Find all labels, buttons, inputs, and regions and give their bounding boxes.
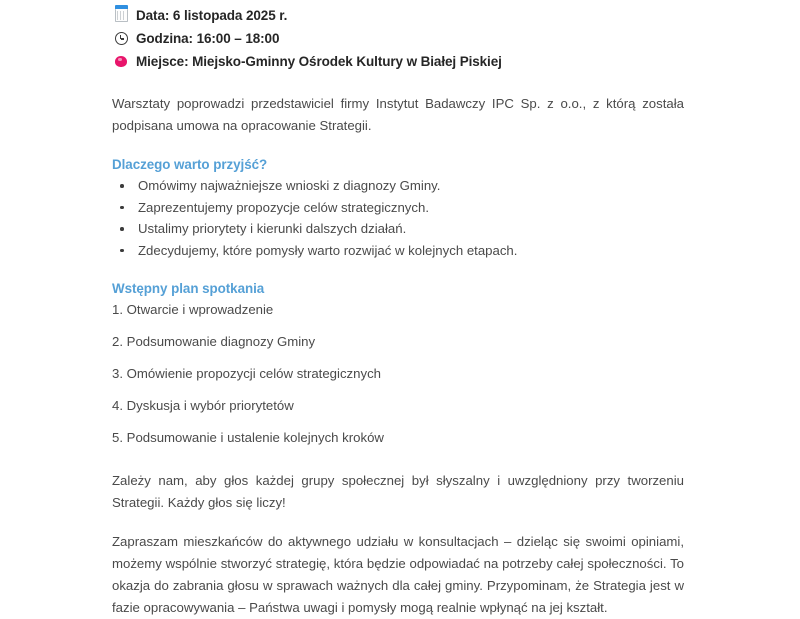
meta-place-text: Miejsce: Miejsko-Gminny Ośrodek Kultury w Białej Piskiej bbox=[136, 54, 502, 69]
spacer bbox=[112, 73, 684, 93]
calendar-icon bbox=[111, 6, 131, 26]
spacer bbox=[112, 514, 684, 531]
meta-row-time bbox=[112, 27, 684, 50]
list-item: 2. Podsumowanie diagnozy Gminy bbox=[112, 334, 316, 349]
spacer bbox=[112, 261, 684, 278]
document-body bbox=[112, 0, 684, 619]
clock-icon bbox=[111, 29, 131, 49]
meta-row-date bbox=[112, 4, 684, 27]
meta-date-text: Data: 6 listopada 2025 r. bbox=[136, 8, 288, 23]
closing-paragraph-1: Zależy nam, aby głos każdej grupy społecznej był słyszalny i uwzględniony przy tworzeniu Strategii. Każdy głos się liczy! bbox=[112, 473, 684, 510]
list-item: Omówimy najważniejsze wnioski z diagnozy Gminy. bbox=[112, 175, 684, 197]
spacer bbox=[112, 459, 684, 470]
list-item: 4. Dyskusja i wybór priorytetów bbox=[112, 398, 294, 413]
section-heading-why: Dlaczego warto przyjść? bbox=[112, 157, 268, 172]
list-item: 3. Omówienie propozycji celów strategicznych bbox=[112, 366, 381, 381]
list-item: 1. Otwarcie i wprowadzenie bbox=[112, 302, 274, 317]
why-bullet-list bbox=[112, 175, 684, 261]
spacer bbox=[112, 137, 684, 154]
list-item: Ustalimy priorytety i kierunki dalszych działań. bbox=[112, 218, 684, 240]
closing-paragraph-2: Zapraszam mieszkańców do aktywnego udziału w konsultacjach – dzieląc się swoimi opiniami, możemy wspólnie stworzyć strategię, która będzie odpowiadać na potrzeby całej społeczności. To okazja do zabrania głosu w sprawach ważnych dla całej gminy. Przypominam, że Strategia jest w fazie opracowywania – Państwa uwagi i pomysły mogą realnie wpłynąć na jej kształt. bbox=[112, 534, 684, 615]
intro-paragraph: Warsztaty poprowadzi przedstawiciel firmy Instytut Badawczy IPC Sp. z o.o., z którą została podpisana umowa na opracowanie Strategii. bbox=[112, 96, 684, 133]
meta-time-text: Godzina: 16:00 – 18:00 bbox=[136, 31, 280, 46]
list-item: 5. Podsumowanie i ustalenie kolejnych kroków bbox=[112, 430, 384, 445]
section-heading-plan: Wstępny plan spotkania bbox=[112, 281, 265, 296]
meta-row-place bbox=[112, 50, 684, 73]
list-item: Zaprezentujemy propozycje celów strategicznych. bbox=[112, 197, 684, 219]
list-item: Zdecydujemy, które pomysły warto rozwijać w kolejnych etapach. bbox=[112, 240, 684, 262]
location-pin-icon bbox=[111, 52, 131, 72]
